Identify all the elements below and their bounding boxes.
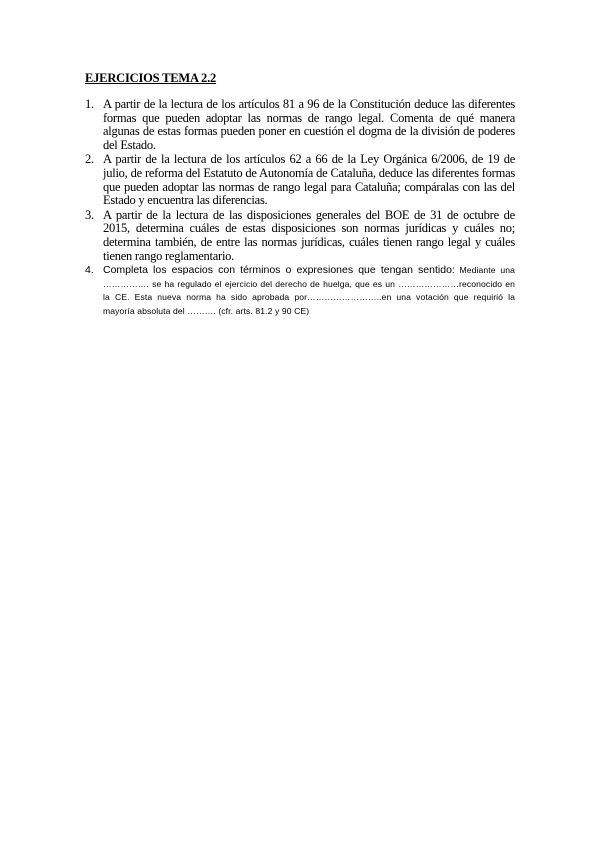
exercise-item-1 — [85, 98, 515, 152]
exercise-lead: Completa los espacios con términos o expresiones que tengan sentido: — [103, 264, 455, 277]
exercise-text: Mediante una ……………. se ha regulado el ejercicio del derecho de huelga, que es un …………………reconocido en la CE. Esta nueva norma ha sido aprobada por……………………..en una votación que requirió la mayoría absoluta del ………. (cfr. arts. 81.2 y 90 CE) — [103, 265, 515, 316]
exercise-item-4 — [85, 264, 515, 318]
exercise-item-3 — [85, 209, 515, 263]
exercise-list — [85, 98, 515, 320]
exercise-number: 1. — [85, 97, 94, 111]
document-title: EJERCICIOS TEMA 2.2 — [85, 71, 217, 85]
exercise-number: 4. — [85, 264, 94, 277]
exercise-number: 2. — [85, 152, 94, 167]
exercise-text: A partir de la lectura de los artículos 62 a 66 de la Ley Orgánica 6/2006, de 19 de julio, de reforma del Estatuto de Autonomía de Cataluña, deduce las diferentes formas que pueden adoptar las normas de rango legal para Cataluña; compáralas con las del Estado y encuentra las diferencias. — [103, 152, 515, 208]
exercise-item-2 — [85, 153, 515, 207]
exercise-number: 3. — [85, 207, 94, 222]
exercise-text: A partir de la lectura de las disposiciones generales del BOE de 31 de octubre de 2015, determina cuáles de estas disposiciones son normas jurídicas y cuáles no; determina también, de entre las normas jurídicas, cuáles tienen rango legal y cuáles tienen rango reglamentario. — [103, 207, 515, 263]
exercise-text: A partir de la lectura de los artículos 81 a 96 de la Constitución deduce las diferentes formas que pueden adoptar las normas de rango legal. Comenta de qué manera algunas de estas formas pueden poner en cuestión el dogma de la división de poderes del Estado. — [103, 97, 515, 152]
